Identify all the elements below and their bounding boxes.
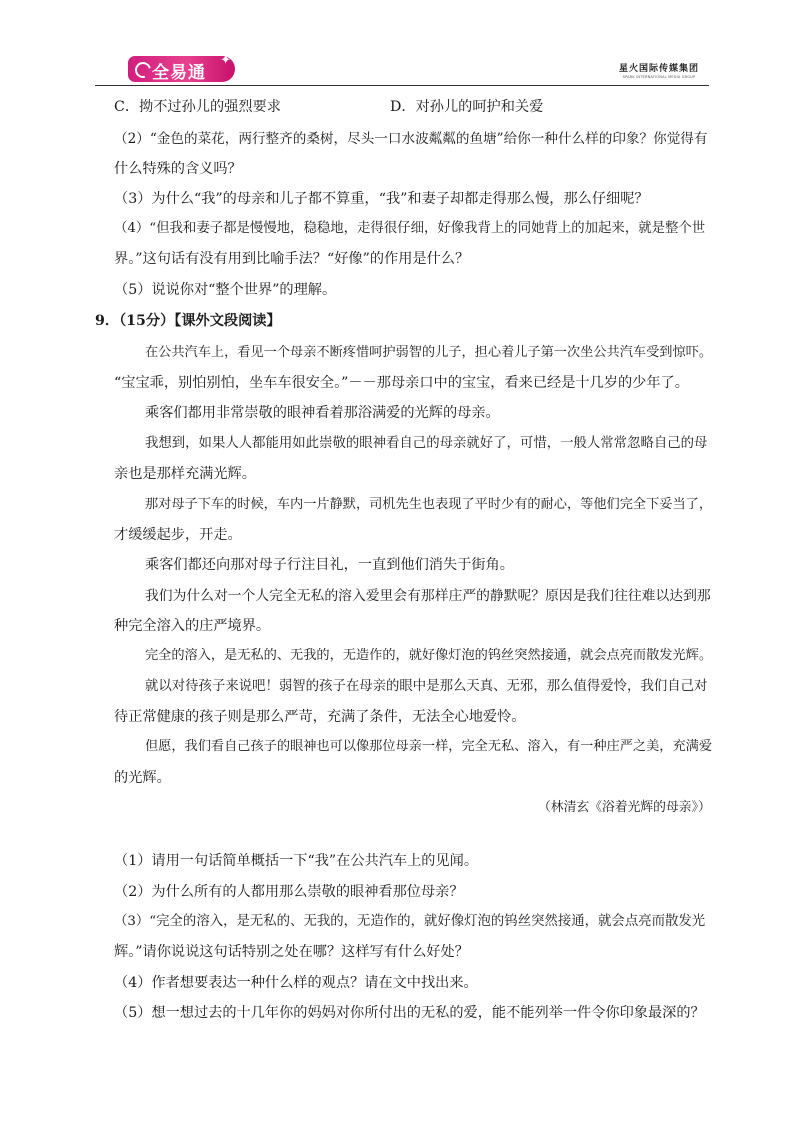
passage-p8: 就以对待孩子来说吧！弱智的孩子在母亲的眼中是那么天真、无邪，那么值得爱怜，我们自己对 (145, 679, 708, 694)
option-d: D．对孙儿的呵护和关爱 (390, 99, 544, 115)
question-5: （5）想一想过去的十几年你的妈妈对你所付出的无私的爱，能不能列举一件令你印象最深的？ (114, 1005, 705, 1021)
passage-p4: 那对母子下车的时候，车内一片静默，司机先生也表现了平时少有的耐心，等他们完全下妥当了， (145, 497, 713, 512)
prev-question-4-cont: 界。”这句话有没有用到比喻手法？“好像”的作用是什么？ (114, 251, 470, 267)
logo-text: 全易通 (152, 63, 206, 83)
passage-p6: 我们为什么对一个人完全无私的溶入爱里会有那样庄严的静默呢？原因是我们往往难以达到那 (145, 588, 711, 604)
passage-p7: 完全的溶入，是无私的、无我的，无造作的，就好像灯泡的钨丝突然接通，就会点亮而散发光辉。 (145, 648, 713, 663)
publisher-brand (619, 61, 699, 79)
swirl-icon (132, 59, 154, 81)
publisher-name-en: SPARK INTERNATIONAL MEDIA GROUP (622, 75, 696, 79)
passage-p1-cont: “宝宝乖，别怕别怕，坐车车很安全。”－－那母亲口中的宝宝，看来已经是十几岁的少年了。 (114, 375, 689, 391)
passage-p3-cont: 亲也是那样充满光辉。 (114, 466, 256, 482)
passage-p8-cont: 待正常健康的孩子则是那么严苛，充满了条件，无法全心地爱怜。 (114, 709, 526, 725)
section-heading: 9．（15分）【课外文段阅读】 (95, 313, 281, 329)
header-divider (95, 85, 709, 86)
prev-question-3: （3）为什么“我”的母亲和儿子都不算重，“我”和妻子却都走得那么慢，那么仔细呢？ (114, 191, 649, 207)
passage-source: （林清玄《浴着光辉的母亲》） (538, 800, 711, 815)
passage-p1: 在公共汽车上，看见一个母亲不断疼惜呵护弱智的儿子，担心着儿子第一次坐公共汽车受到惊吓。 (145, 345, 713, 360)
question-4: （4）作者想要表达一种什么样的观点？请在文中找出来。 (114, 975, 478, 991)
question-3: （3）“完全的溶入，是无私的、无我的，无造作的，就好像灯泡的钨丝突然接通，就会点亮而散发光 (114, 914, 706, 929)
question-2: （2）为什么所有的人都用那么崇敬的眼神看那位母亲？ (114, 884, 464, 900)
prev-question-5: （5）说说你对“整个世界”的理解。 (114, 282, 337, 298)
prev-question-2: （2）“金色的菜花，两行整齐的桑树，尽头一口水波粼粼的鱼塘”给你一种什么样的印象？你觉得有 (114, 131, 708, 147)
page-header (95, 52, 709, 86)
publisher-name: 星火国际传媒集团 (618, 64, 699, 74)
prev-question-2-cont: 什么特殊的含义吗？ (114, 161, 242, 177)
star-icon: ✦ (220, 53, 231, 68)
passage-p4-cont: 才缓缓起步，开走。 (114, 527, 242, 543)
passage-p9-cont: 的光辉。 (114, 770, 171, 786)
question-3-cont: 辉。”请你说说这句话特别之处在哪？这样写有什么好处？ (114, 944, 469, 960)
passage-p5: 乘客们都还向那对母子行注目礼，一直到他们消失于街角。 (145, 557, 514, 573)
option-c: C．拗不过孙儿的强烈要求 (114, 99, 281, 115)
passage-p3: 我想到，如果人人都能用如此崇敬的眼神看自己的母亲就好了，可惜，一般人常常忽略自己的母 (145, 436, 708, 451)
question-1: （1）请用一句话简单概括一下“我”在公共汽车上的见闻。 (114, 853, 479, 869)
passage-p9: 但愿，我们看自己孩子的眼神也可以像那位母亲一样，完全无私、溶入，有一种庄严之美，充满爱 (145, 739, 713, 754)
brand-logo (128, 53, 235, 83)
passage-p6-cont: 种完全溶入的庄严境界。 (114, 618, 271, 634)
passage-p2: 乘客们都用非常崇敬的眼神看着那浴满爱的光辉的母亲。 (145, 405, 500, 421)
prev-question-4: （4）“但我和妻子都是慢慢地，稳稳地，走得很仔细，好像我背上的同她背上的加起来，就是整个世 (114, 221, 706, 236)
